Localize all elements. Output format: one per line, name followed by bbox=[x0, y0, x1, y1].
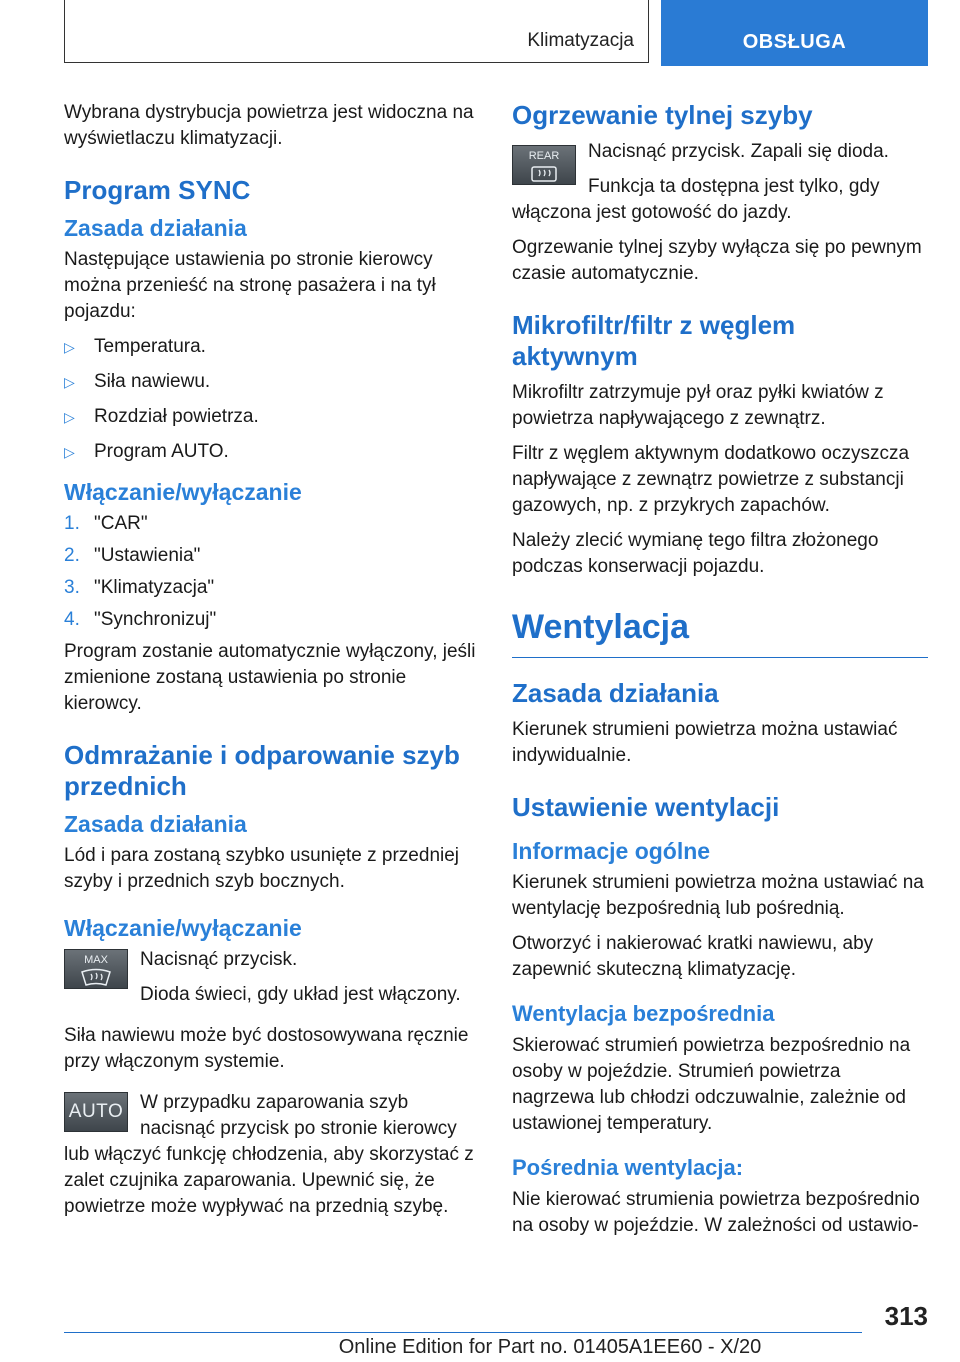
triangle-bullet-icon: ▷ bbox=[64, 374, 75, 390]
sync-note: Program zostanie automatycznie wyłączony, jeśli zmienione zostaną ustawienia po stronie kierowcy. bbox=[64, 641, 476, 714]
rear-window-heat-icon bbox=[527, 164, 561, 184]
sync-steps-list bbox=[64, 511, 480, 633]
ventilation-heading: Wentylacja bbox=[512, 607, 928, 658]
right-column bbox=[512, 100, 928, 1248]
general-text-1: Kierunek strumieni powietrza można ustawiać na wentylację bezpośrednią lub pośrednią. bbox=[512, 872, 924, 919]
filter-text-3: Należy zlecić wymianę tego filtra złożonego podczas konserwacji pojazdu. bbox=[512, 530, 879, 577]
defrost-heading: Odmrażanie i odparowanie szyb przednich bbox=[64, 740, 460, 801]
filter-text-2: Filtr z węglem aktywnym dodatkowo oczyszcza napływające z zewnątrz powietrze z substancji gazowych, np. z przykrych zapachów. bbox=[512, 443, 910, 516]
edition-footer: Online Edition for Part no. 01405A1EE60 - X/20 bbox=[338, 1336, 762, 1358]
intro-text: Wybrana dystrybucja powietrza jest widoczna na wyświetlaczu klimatyzacji. bbox=[64, 102, 474, 149]
list-item: ▷ Program AUTO. bbox=[64, 439, 480, 465]
rear-defrost-button-icon: REAR bbox=[512, 145, 576, 185]
list-item: ▷ Rozdział powietrza. bbox=[64, 404, 480, 430]
rear-window-block bbox=[512, 139, 928, 226]
rear-window-heading: Ogrzewanie tylnej szyby bbox=[512, 100, 813, 130]
chapter-tab-label: OBSŁUGA bbox=[742, 31, 847, 53]
defrost-principle-text: Lód i para zostaną szybko usunięte z przedniej szyby i przednich szyb bocznych. bbox=[64, 845, 460, 892]
triangle-bullet-icon: ▷ bbox=[64, 339, 75, 355]
defrost-onoff-heading: Włączanie/wyłączanie bbox=[64, 915, 302, 941]
defrost-principle-heading: Zasada działania bbox=[64, 811, 247, 837]
rear-ready-text: Funkcja ta dostępna jest tylko, gdy włączona jest gotowość do jazdy. bbox=[512, 176, 880, 223]
sync-settings-list bbox=[64, 334, 480, 465]
auto-button-icon: AUTO bbox=[64, 1092, 128, 1132]
auto-block bbox=[64, 1090, 480, 1220]
vent-principle-heading: Zasada działania bbox=[512, 678, 719, 708]
rear-auto-off-text: Ogrzewanie tylnej szyby wyłącza się po pewnym czasie automatycznie. bbox=[512, 237, 922, 284]
list-item: 2. "Ustawienia" bbox=[64, 545, 201, 566]
indirect-vent-text: Nie kierować strumienia powietrza bezpośrednio na osoby w pojeździe. W zależności od ustawio- bbox=[512, 1189, 920, 1236]
vent-setting-heading: Ustawienie wentylacji bbox=[512, 792, 780, 822]
filter-text-1: Mikrofiltr zatrzymuje pył oraz pyłki kwiatów z powietrza napływającego z zewnątrz. bbox=[512, 382, 884, 429]
general-info-heading: Informacje ogólne bbox=[512, 838, 711, 864]
chapter-tab bbox=[661, 0, 928, 66]
footer-divider bbox=[64, 1332, 862, 1333]
section-title: Klimatyzacja bbox=[527, 30, 634, 51]
triangle-bullet-icon: ▷ bbox=[64, 444, 75, 460]
max-defrost-block bbox=[64, 947, 480, 1008]
triangle-bullet-icon: ▷ bbox=[64, 409, 75, 425]
defrost-press-text: Nacisnąć przycisk. bbox=[140, 949, 298, 970]
list-item: ▷ Temperatura. bbox=[64, 334, 480, 360]
indirect-vent-heading: Pośrednia wentylacja: bbox=[512, 1155, 744, 1180]
sync-principle-heading: Zasada działania bbox=[64, 215, 247, 241]
filter-heading: Mikrofiltr/filtr z węglem aktywnym bbox=[512, 310, 796, 371]
sync-principle-text: Następujące ustawienia po stronie kierowcy można przenieść na stronę pasażera i na tył pojazdu: bbox=[64, 249, 436, 322]
left-column bbox=[64, 100, 480, 1229]
page-header bbox=[64, 0, 928, 66]
max-defrost-button-icon: MAX bbox=[64, 949, 128, 989]
defrost-auto-text: W przypadku zaparowania szyb nacisnąć przycisk po stronie kierowcy lub włączyć funkcję chłodzenia, aby skorzystać z zalet czujnika zaparowania. Upewnić się, że powietrze może wypływać na przednią szybę. bbox=[64, 1092, 474, 1217]
page-number: 313 bbox=[884, 1301, 928, 1331]
defrost-led-text: Dioda świeci, gdy układ jest włączony. bbox=[140, 984, 461, 1005]
direct-vent-text: Skierować strumień powietrza bezpośrednio na osoby w pojeździe. Strumień powietrza nagrzewa lub chłodzi odczuwalnie, zależnie od ustawionej temperatury. bbox=[512, 1035, 911, 1134]
direct-vent-heading: Wentylacja bezpośrednia bbox=[512, 1001, 775, 1026]
general-text-2: Otworzyć i nakierować kratki nawiewu, aby zapewnić skuteczną klimatyzację. bbox=[512, 933, 874, 980]
rear-press-text: Nacisnąć przycisk. Zapali się dioda. bbox=[588, 141, 889, 162]
header-frame bbox=[64, 0, 649, 63]
list-item: ▷ Siła nawiewu. bbox=[64, 369, 480, 395]
sync-onoff-heading: Włączanie/wyłączanie bbox=[64, 479, 302, 505]
vent-principle-text: Kierunek strumieni powietrza można ustawiać indywidualnie. bbox=[512, 719, 898, 766]
list-item: 1. "CAR" bbox=[64, 513, 148, 534]
defrost-fan-text: Siła nawiewu może być dostosowywana ręcznie przy włączonym systemie. bbox=[64, 1025, 469, 1072]
windshield-heat-icon bbox=[79, 968, 113, 988]
list-item: 3. "Klimatyzacja" bbox=[64, 577, 215, 598]
list-item: 4. "Synchronizuj" bbox=[64, 609, 217, 630]
sync-heading: Program SYNC bbox=[64, 175, 251, 205]
